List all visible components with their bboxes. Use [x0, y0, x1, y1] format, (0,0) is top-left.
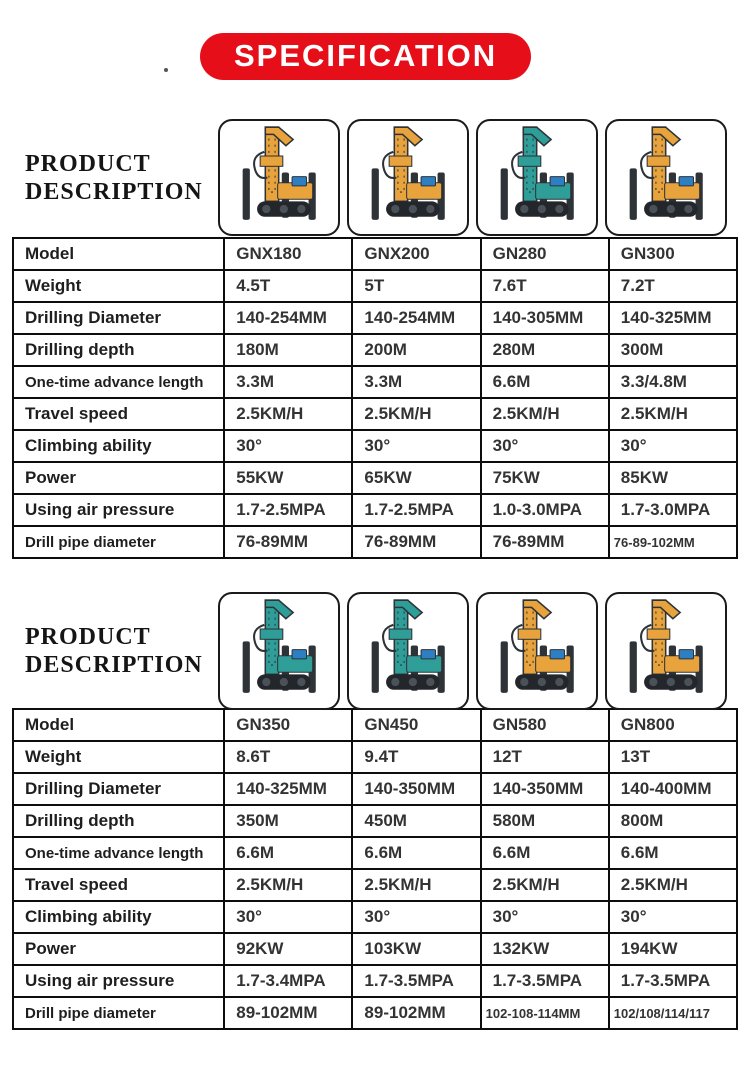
spec-row-label: Climbing ability [13, 901, 224, 933]
spec-cell: 1.7-3.0MPA [609, 494, 737, 526]
product-description-heading [0, 150, 218, 206]
spec-cell: GN300 [609, 238, 737, 270]
spec-cell: 76-89MM [481, 526, 609, 558]
drilling-rig-GN800-image [607, 594, 725, 707]
drilling-rig-GN350-image [220, 594, 338, 707]
drilling-rig-GN450-image [349, 594, 467, 707]
table-row [13, 933, 737, 965]
spec-cell: 8.6T [224, 741, 352, 773]
spec-cell: 9.4T [352, 741, 480, 773]
spec-cell: 2.5KM/H [609, 398, 737, 430]
table-row [13, 997, 737, 1029]
spec-cell: 30° [352, 430, 480, 462]
spec-row-label: Using air pressure [13, 965, 224, 997]
spec-cell: 580M [481, 805, 609, 837]
spec-cell: 180M [224, 334, 352, 366]
spec-cell: GN580 [481, 709, 609, 741]
product-image-card [605, 592, 727, 709]
spec-cell: 30° [609, 901, 737, 933]
spec-cell: 1.7-2.5MPA [224, 494, 352, 526]
table-row [13, 462, 737, 494]
spec-cell: 140-350MM [481, 773, 609, 805]
spec-cell: 89-102MM [224, 997, 352, 1029]
spec-cell: 75KW [481, 462, 609, 494]
product-image-card [476, 119, 598, 236]
spec-cell: 30° [481, 901, 609, 933]
spec-cell: 140-305MM [481, 302, 609, 334]
banner-row [0, 0, 750, 80]
spec-cell: 4.5T [224, 270, 352, 302]
table-row [13, 805, 737, 837]
spec-cell: 300M [609, 334, 737, 366]
spec-cell: GN280 [481, 238, 609, 270]
spec-cell: 6.6M [481, 837, 609, 869]
spec-cell: 7.6T [481, 270, 609, 302]
spec-cell: 30° [224, 901, 352, 933]
spec-row-label: Power [13, 933, 224, 965]
specification-banner: SPECIFICATION [200, 33, 531, 80]
spec-cell: GNX180 [224, 238, 352, 270]
spec-cell: 1.7-2.5MPA [352, 494, 480, 526]
spec-cell: 140-325MM [224, 773, 352, 805]
ink-speck [164, 68, 168, 72]
spec-cell: 450M [352, 805, 480, 837]
table-row [13, 366, 737, 398]
spec-cell: 132KW [481, 933, 609, 965]
product-image-card [347, 592, 469, 709]
spec-cell: 65KW [352, 462, 480, 494]
heading-line-2: DESCRIPTION [25, 652, 203, 678]
table-row [13, 526, 737, 558]
spec-cell: 3.3M [352, 366, 480, 398]
product-image-card [218, 119, 340, 236]
spec-cell: 140-350MM [352, 773, 480, 805]
product-gallery [218, 592, 727, 709]
spec-cell: 2.5KM/H [224, 398, 352, 430]
spec-row-label: Using air pressure [13, 494, 224, 526]
spec-cell: 6.6M [224, 837, 352, 869]
spec-row-label: Drill pipe diameter [13, 997, 224, 1029]
spec-cell: 103KW [352, 933, 480, 965]
spec-cell: 2.5KM/H [609, 869, 737, 901]
section-1-header [0, 118, 750, 237]
spec-row-label: Climbing ability [13, 430, 224, 462]
table-row [13, 302, 737, 334]
spec-cell: 30° [481, 430, 609, 462]
spec-cell: 140-254MM [224, 302, 352, 334]
spec-cell: 6.6M [481, 366, 609, 398]
spec-cell: 140-325MM [609, 302, 737, 334]
spec-row-label: One-time advance length [13, 837, 224, 869]
spec-cell: 30° [352, 901, 480, 933]
spec-cell: 2.5KM/H [481, 869, 609, 901]
product-image-card [218, 592, 340, 709]
spec-row-label: Travel speed [13, 398, 224, 430]
spec-cell: 1.7-3.5MPA [609, 965, 737, 997]
table-row [13, 869, 737, 901]
spec-row-label: Power [13, 462, 224, 494]
drilling-rig-GN280-image [478, 121, 596, 234]
drilling-rig-GNX200-image [349, 121, 467, 234]
spec-cell: 102/108/114/117 [609, 997, 737, 1029]
spec-section-2 [0, 594, 750, 1030]
spec-row-label: Weight [13, 270, 224, 302]
product-image-card [347, 119, 469, 236]
heading-line-1: PRODUCT [25, 150, 151, 177]
spec-row-label: Weight [13, 741, 224, 773]
spec-cell: 30° [224, 430, 352, 462]
spec-cell: 200M [352, 334, 480, 366]
spec-cell: 76-89MM [352, 526, 480, 558]
drilling-rig-GN580-image [478, 594, 596, 707]
spec-cell: GN350 [224, 709, 352, 741]
spec-cell: 2.5KM/H [352, 869, 480, 901]
table-row [13, 741, 737, 773]
spec-cell: 350M [224, 805, 352, 837]
product-description-heading [0, 623, 218, 679]
spec-cell: 85KW [609, 462, 737, 494]
table-row [13, 398, 737, 430]
table-row [13, 334, 737, 366]
spec-row-label: Drilling depth [13, 334, 224, 366]
section-2-header [0, 594, 750, 708]
spec-cell: 280M [481, 334, 609, 366]
spec-table-1 [12, 237, 738, 559]
table-row [13, 837, 737, 869]
spec-cell: 30° [609, 430, 737, 462]
product-image-card [605, 119, 727, 236]
spec-cell: GNX200 [352, 238, 480, 270]
spec-cell: 5T [352, 270, 480, 302]
spec-cell: 2.5KM/H [481, 398, 609, 430]
spec-row-label: Travel speed [13, 869, 224, 901]
spec-row-label: Drilling Diameter [13, 302, 224, 334]
product-gallery [218, 119, 727, 236]
spec-row-label: Drill pipe diameter [13, 526, 224, 558]
heading-line-2: DESCRIPTION [25, 178, 203, 205]
spec-row-label: Drilling Diameter [13, 773, 224, 805]
spec-row-label: Drilling depth [13, 805, 224, 837]
spec-cell: 2.5KM/H [224, 869, 352, 901]
spec-cell: GN800 [609, 709, 737, 741]
table-row [13, 901, 737, 933]
spec-cell: 140-400MM [609, 773, 737, 805]
heading-line-1: PRODUCT [25, 624, 151, 650]
drilling-rig-GNX180-image [220, 121, 338, 234]
spec-cell: 55KW [224, 462, 352, 494]
spec-row-label: One-time advance length [13, 366, 224, 398]
table-row [13, 773, 737, 805]
spec-row-label: Model [13, 238, 224, 270]
spec-cell: 2.5KM/H [352, 398, 480, 430]
spec-cell: 1.7-3.4MPA [224, 965, 352, 997]
spec-table-2 [12, 708, 738, 1030]
spec-row-label: Model [13, 709, 224, 741]
spec-cell: 6.6M [609, 837, 737, 869]
spec-section-1 [0, 118, 750, 559]
spec-cell: 13T [609, 741, 737, 773]
table-row [13, 238, 737, 270]
drilling-rig-GN300-image [607, 121, 725, 234]
spec-cell: 6.6M [352, 837, 480, 869]
spec-cell: 76-89MM [224, 526, 352, 558]
spec-cell: 800M [609, 805, 737, 837]
table-row [13, 494, 737, 526]
table-row [13, 709, 737, 741]
spec-cell: 7.2T [609, 270, 737, 302]
spec-cell: 194KW [609, 933, 737, 965]
spec-cell: 3.3M [224, 366, 352, 398]
table-row [13, 270, 737, 302]
spec-cell: 102-108-114MM [481, 997, 609, 1029]
product-image-card [476, 592, 598, 709]
spec-cell: 1.7-3.5MPA [352, 965, 480, 997]
spec-cell: 89-102MM [352, 997, 480, 1029]
spec-cell: GN450 [352, 709, 480, 741]
table-row [13, 965, 737, 997]
spec-cell: 92KW [224, 933, 352, 965]
spec-cell: 1.7-3.5MPA [481, 965, 609, 997]
spec-cell: 76-89-102MM [609, 526, 737, 558]
spec-cell: 140-254MM [352, 302, 480, 334]
spec-cell: 12T [481, 741, 609, 773]
table-row [13, 430, 737, 462]
spec-cell: 1.0-3.0MPA [481, 494, 609, 526]
spec-cell: 3.3/4.8M [609, 366, 737, 398]
